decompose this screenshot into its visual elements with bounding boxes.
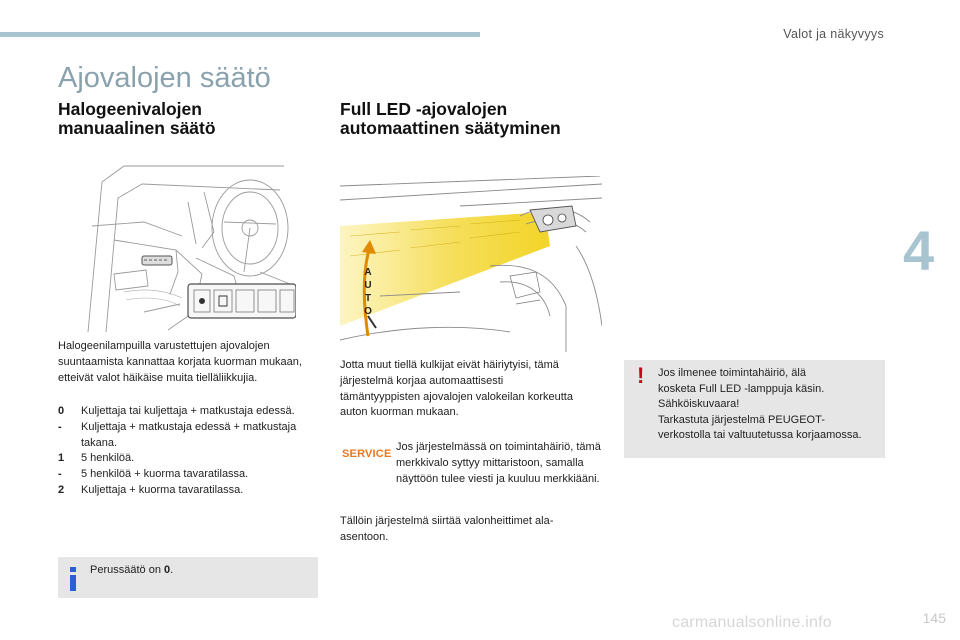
list-item: [58, 483, 303, 499]
warning-note: [624, 360, 885, 458]
info-icon: [68, 567, 78, 591]
position-key: 2: [58, 483, 65, 496]
list-item: [58, 467, 303, 483]
position-key: 0: [58, 405, 65, 417]
warning-line: Sähköiskuvaara!: [658, 398, 740, 410]
led-heading: [340, 100, 561, 138]
position-text: Kuljettaja + matkustaja edessä + matkustaja takana.: [81, 420, 297, 449]
position-text: Kuljettaja tai kuljettaja + matkustaja edessä.: [81, 405, 295, 417]
info-note-text: [90, 563, 173, 578]
auto-label: [362, 266, 374, 318]
warning-line: Jos ilmenee toimintahäiriö, älä: [658, 367, 806, 379]
auto-letter: U: [364, 280, 372, 291]
section-title: Valot ja näkyvyys: [783, 27, 884, 41]
halogen-heading-line1: Halogeenivalojen: [58, 99, 202, 119]
headlight-drawing: [340, 176, 602, 352]
warning-icon: !: [637, 363, 645, 388]
service-warning-icon: SERVICE: [342, 448, 392, 460]
position-text: 5 henkilöä.: [81, 452, 135, 465]
halogen-heading: [58, 100, 216, 138]
info-note: [58, 557, 318, 598]
led-headlight-illustration: [340, 176, 602, 352]
info-note-value: 0: [164, 564, 171, 576]
list-item: [58, 451, 303, 467]
auto-letter: A: [364, 267, 372, 278]
watermark: carmanualsonline.info: [672, 614, 832, 631]
dashboard-drawing: [84, 162, 296, 332]
page-number: 145: [922, 610, 946, 626]
chapter-number: 4: [903, 219, 935, 282]
led-paragraph-2: Jos järjestelmässä on toimintahäiriö, tämä merkkivalo syttyy mittaristoon, samalla näyttöön tulee viesti ja kuuluu merkkiääni.: [396, 441, 601, 485]
dashboard-illustration: [84, 162, 296, 332]
position-text: Kuljettaja + kuorma tavaratilassa.: [81, 483, 244, 496]
position-key: 1: [58, 452, 65, 465]
led-heading-line1: Full LED -ajovalojen: [340, 99, 508, 119]
page-title: Ajovalojen säätö: [58, 62, 271, 94]
auto-letter: T: [364, 293, 372, 304]
led-heading-line2: automaattinen säätyminen: [340, 118, 561, 138]
warning-text: [658, 366, 862, 444]
info-note-end: .: [170, 564, 174, 576]
halogen-intro: Halogeenilampuilla varustettujen ajovalojen suuntaamista kannattaa korjata kuorman mukaan, etteivät valot häikäise muita tielläliikkujia.: [58, 340, 302, 384]
position-key: -: [58, 468, 62, 481]
header-accent-bar: [0, 32, 480, 37]
list-item: [58, 404, 303, 420]
warning-line: Tarkastuta järjestelmä PEUGEOT-: [658, 413, 825, 426]
position-text: 5 henkilöä + kuorma tavaratilassa.: [81, 468, 249, 481]
led-paragraph-3: Tällöin järjestelmä siirtää valonheittimet ala-asentoon.: [340, 515, 554, 543]
load-positions-list: [58, 404, 303, 499]
position-key: -: [58, 420, 62, 433]
list-item: [58, 420, 303, 452]
info-note-lead: Perussäätö on: [90, 564, 164, 576]
auto-letter: O: [364, 306, 372, 317]
led-paragraph-1: Jotta muut tiellä kulkijat eivät häiriytyisi, tämä järjestelmä korjaa automaattisesti tämäntyyppisten ajovalojen valokeilan korkeutta auton kuorman mukaan.: [340, 359, 573, 419]
warning-line: verkostolla tai valtuutetussa korjaamossa.: [658, 429, 862, 441]
halogen-heading-line2: manuaalinen säätö: [58, 118, 216, 138]
warning-line: kosketa Full LED -lamppuja käsin.: [658, 382, 825, 395]
